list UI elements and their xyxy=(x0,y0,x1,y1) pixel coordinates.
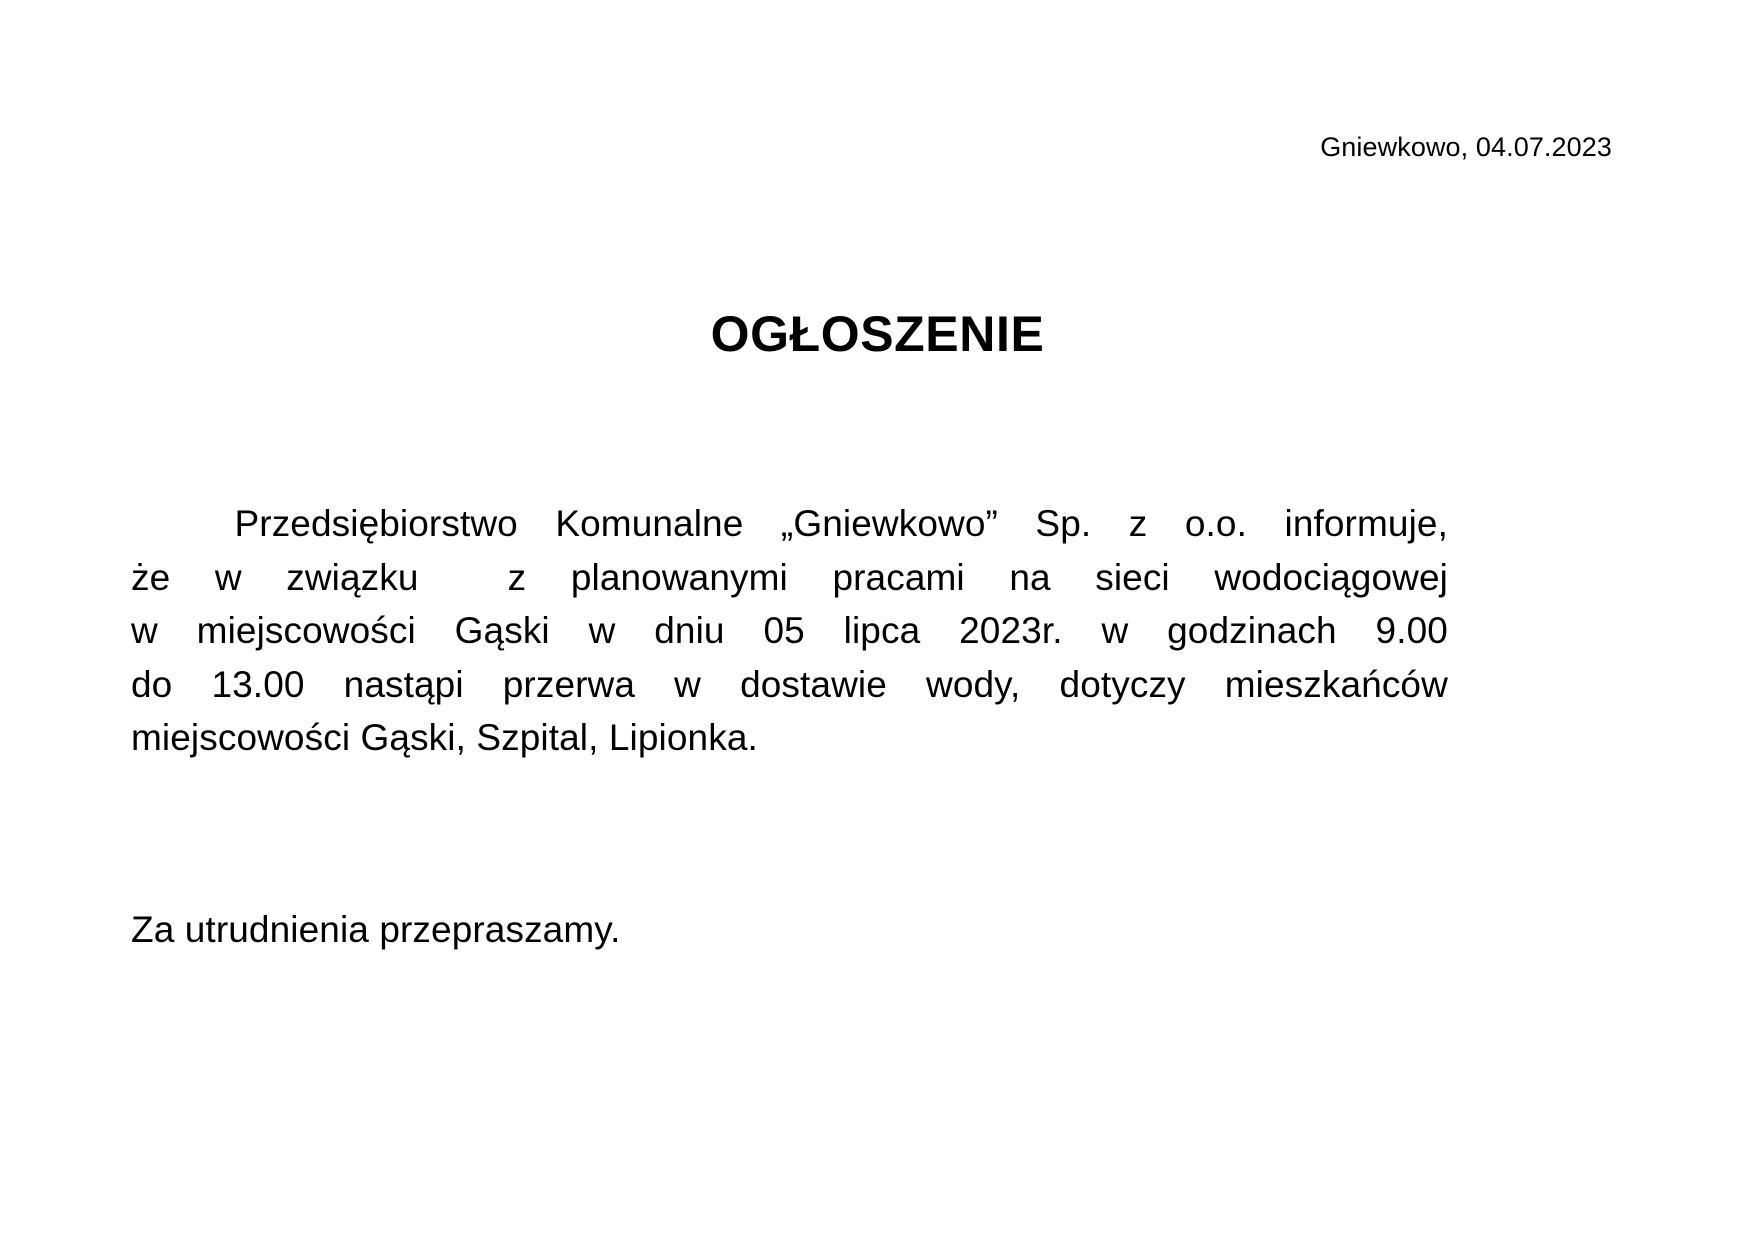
body-line-1 xyxy=(131,497,1448,551)
body-line-4 xyxy=(131,658,1448,712)
body-word: lipca xyxy=(843,610,921,651)
announcement-body xyxy=(131,497,1448,765)
body-word: pracami xyxy=(832,556,965,598)
body-word: związku xyxy=(286,556,419,598)
body-line-2 xyxy=(131,551,1448,605)
body-word: wody, xyxy=(926,663,1021,705)
body-word: Przedsiębiorstwo xyxy=(234,503,518,544)
paragraph-indent xyxy=(131,497,197,551)
body-word: sieci xyxy=(1095,556,1170,598)
body-line-3 xyxy=(131,604,1448,658)
body-word: 05 xyxy=(763,610,805,651)
body-word: 9.00 xyxy=(1375,610,1448,651)
body-word: 2023r. xyxy=(959,610,1063,651)
body-word: godzinach xyxy=(1167,610,1337,651)
body-word: w xyxy=(214,556,242,598)
body-line-5: miejscowości Gąski, Szpital, Lipionka. xyxy=(131,717,758,758)
body-word: że xyxy=(131,556,171,598)
body-word: w xyxy=(588,610,616,651)
body-word: planowanymi xyxy=(570,556,788,598)
body-word: Komunalne xyxy=(555,503,744,544)
body-word: dniu xyxy=(654,610,725,651)
body-word: w xyxy=(674,663,701,705)
body-word: miejscowości xyxy=(196,610,416,651)
body-word: w xyxy=(1101,610,1129,651)
body-word: z xyxy=(507,556,527,598)
body-word: do xyxy=(131,663,173,705)
body-word: mieszkańców xyxy=(1224,663,1448,705)
body-word: w xyxy=(131,610,158,651)
body-word: Gąski xyxy=(454,610,550,651)
body-word: „Gniewkowo” xyxy=(780,503,998,544)
body-word: o.o. xyxy=(1184,503,1247,544)
body-word: 13.00 xyxy=(211,663,305,705)
place-and-date: Gniewkowo, 04.07.2023 xyxy=(1320,132,1612,162)
body-word: Sp. xyxy=(1035,503,1092,544)
body-word: dotyczy xyxy=(1059,663,1186,705)
body-word: dostawie xyxy=(740,663,887,705)
body-word: na xyxy=(1009,556,1051,598)
page-title: OGŁOSZENIE xyxy=(710,305,1045,362)
body-word: wodociągowej xyxy=(1214,556,1448,598)
closing-apology: Za utrudnienia przepraszamy. xyxy=(131,909,621,950)
body-word: przerwa xyxy=(502,663,636,705)
body-word: informuje, xyxy=(1284,503,1448,544)
body-word: z xyxy=(1128,503,1148,544)
body-word: nastąpi xyxy=(343,663,464,705)
